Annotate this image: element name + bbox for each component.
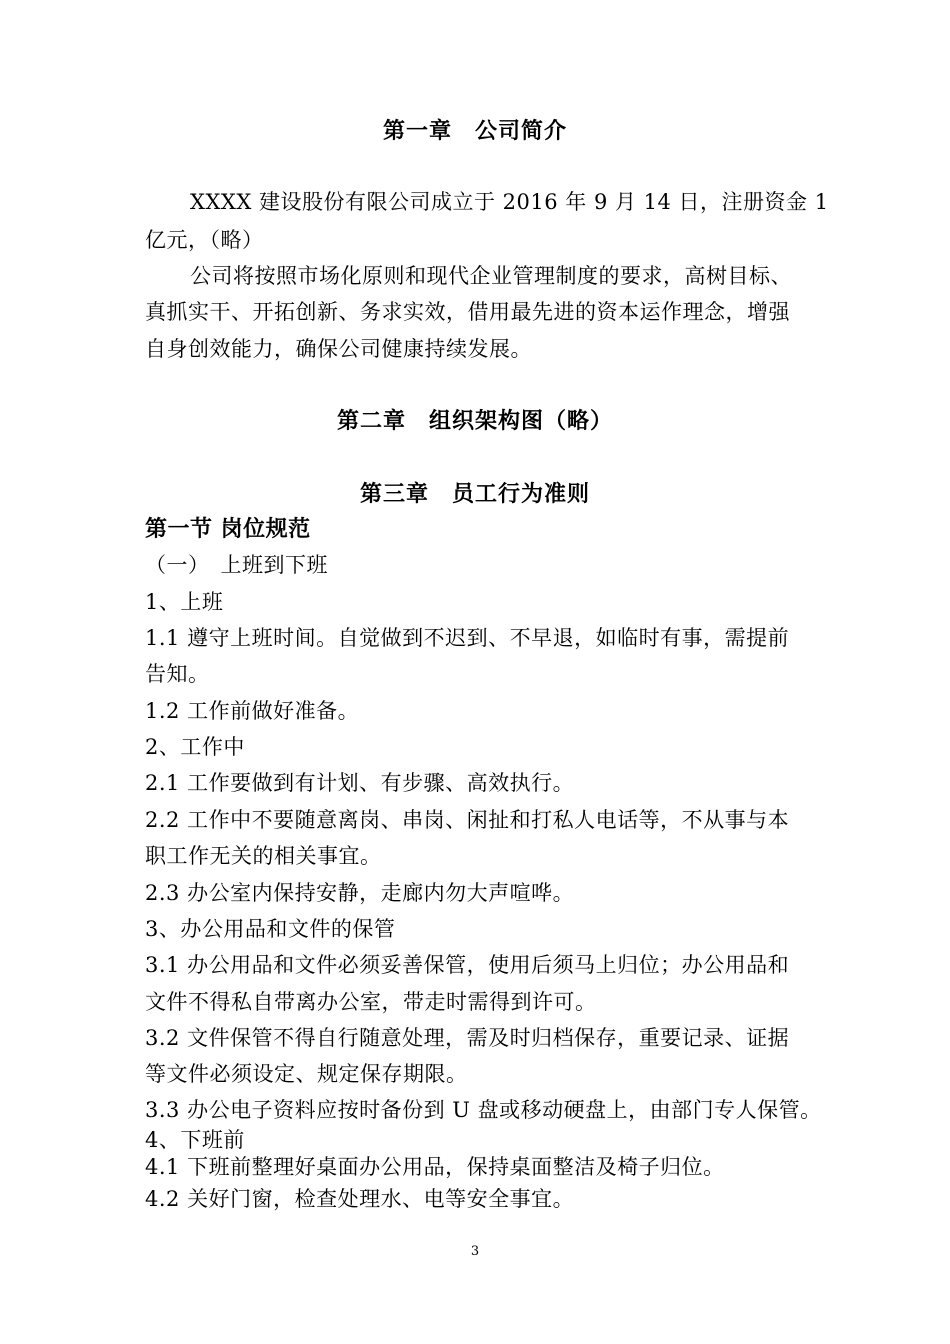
intro-paragraph-1-line-1: XXXX 建设股份有限公司成立于 2016 年 9 月 14 日，注册资金 1 (190, 190, 829, 214)
intro-paragraph-1-line-2: 亿元，（略） (145, 228, 264, 252)
chapter-3-title: 第三章 员工行为准则 (359, 481, 590, 507)
section-title: 第一节 岗位规范 (145, 516, 311, 542)
item-1-1-line-2: 告知。 (145, 662, 210, 686)
item-heading-4: 4、下班前 (145, 1128, 245, 1152)
item-heading-3: 3、办公用品和文件的保管 (145, 917, 396, 941)
chapter-1-title: 第一章 公司简介 (382, 118, 567, 144)
item-3-1-line-2: 文件不得私自带离办公室，带走时需得到许可。 (145, 990, 597, 1014)
item-1-1-line-1: 1.1 遵守上班时间。自觉做到不迟到、不早退，如临时有事，需提前 (145, 626, 790, 650)
chapter-2-title: 第二章 组织架构图（略） (336, 408, 613, 434)
item-3-3: 3.3 办公电子资料应按时备份到 U 盘或移动硬盘上，由部门专人保管。 (145, 1098, 822, 1122)
section-subtitle: （一） 上班到下班 (145, 553, 328, 577)
item-2-3: 2.3 办公室内保持安静，走廊内勿大声喧哗。 (145, 881, 575, 905)
item-3-2-line-2: 等文件必须设定、规定保存期限。 (145, 1062, 468, 1086)
item-2-2-line-1: 2.2 工作中不要随意离岗、串岗、闲扯和打私人电话等，不从事与本 (145, 808, 790, 832)
item-heading-2: 2、工作中 (145, 735, 245, 759)
item-2-1: 2.1 工作要做到有计划、有步骤、高效执行。 (145, 771, 575, 795)
item-4-1: 4.1 下班前整理好桌面办公用品，保持桌面整洁及椅子归位。 (145, 1155, 725, 1179)
item-2-2-line-2: 职工作无关的相关事宜。 (145, 844, 382, 868)
item-heading-1: 1、上班 (145, 590, 224, 614)
intro-paragraph-2-line-2: 真抓实干、开拓创新、务求实效，借用最先进的资本运作理念，增强 (145, 300, 790, 324)
intro-paragraph-2-line-3: 自身创效能力，确保公司健康持续发展。 (145, 337, 532, 361)
item-1-2: 1.2 工作前做好准备。 (145, 699, 360, 723)
item-3-2-line-1: 3.2 文件保管不得自行随意处理，需及时归档保存，重要记录、证据 (145, 1026, 790, 1050)
item-4-2: 4.2 关好门窗，检查处理水、电等安全事宜。 (145, 1187, 575, 1211)
page-number: 3 (470, 1244, 480, 1259)
intro-paragraph-2-line-1: 公司将按照市场化原则和现代企业管理制度的要求，高树目标、 (190, 264, 792, 288)
item-3-1-line-1: 3.1 办公用品和文件必须妥善保管，使用后须马上归位；办公用品和 (145, 953, 790, 977)
